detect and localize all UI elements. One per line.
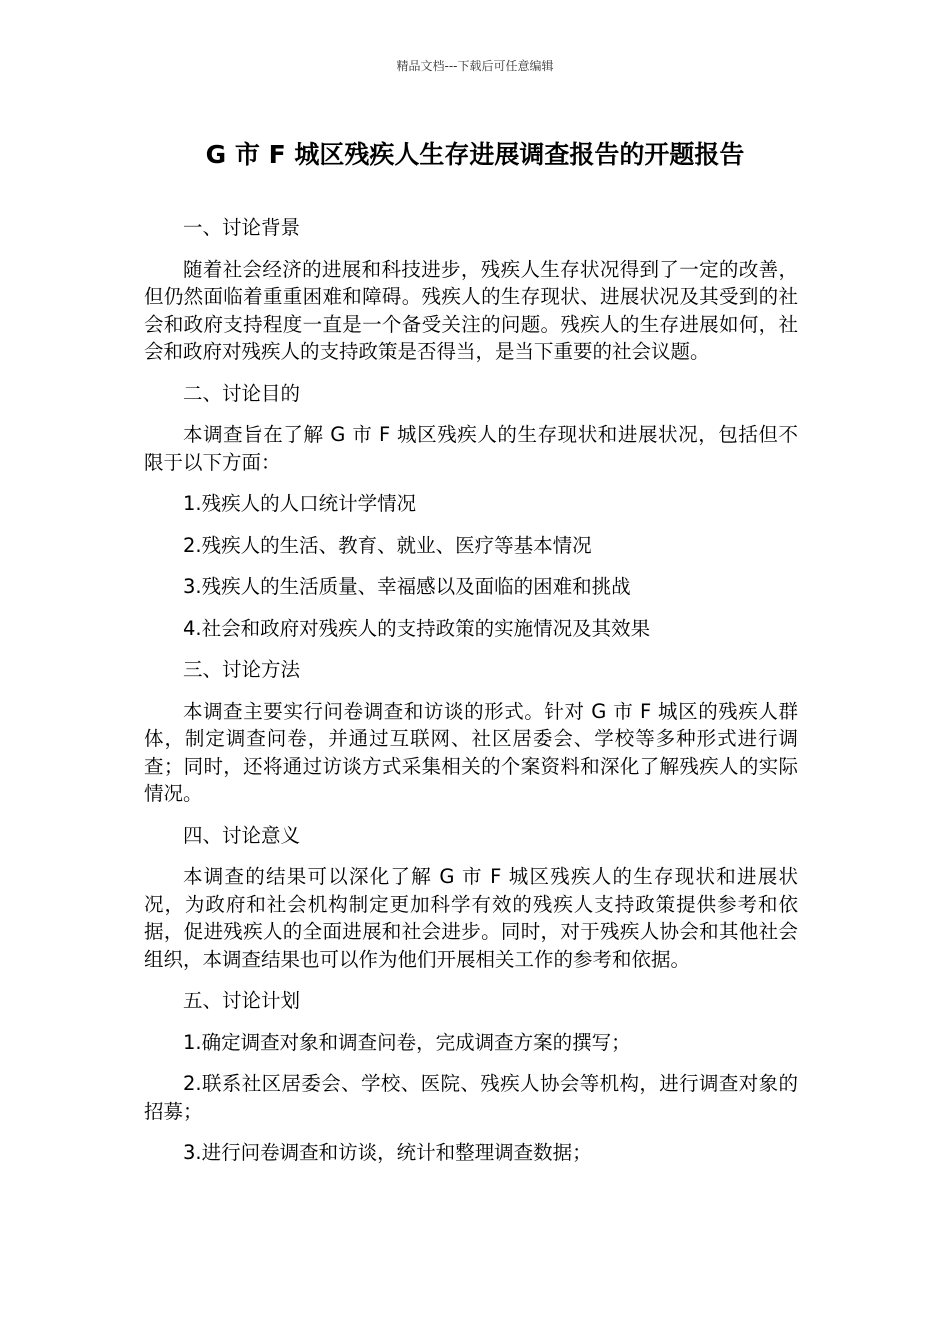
section-heading-purpose: 二、讨论目的 — [183, 381, 301, 405]
list-item-plan-2: 2.联系社区居委会、学校、医院、残疾人协会等机构，进行调查对象的招募； — [144, 1072, 798, 1123]
list-item-purpose-3: 3.残疾人的生活质量、幸福感以及面临的困难和挑战 — [183, 575, 631, 598]
paragraph-method: 本调查主要实行问卷调查和访谈的形式。针对 G 市 F 城区的残疾人群体，制定调查问卷，并通过互联网、社区居委会、学校等多种形式进行调查；同时，还将通过访谈方式采集相关的个案资料和深化了解残疾人的实际情况。 — [144, 699, 798, 805]
section-heading-significance: 四、讨论意义 — [183, 823, 301, 847]
list-item-purpose-2: 2.残疾人的生活、教育、就业、医疗等基本情况 — [183, 533, 592, 557]
list-item-purpose-1: 1.残疾人的人口统计学情况 — [183, 492, 417, 515]
section-heading-plan: 五、讨论计划 — [183, 989, 301, 1012]
section-heading-background: 一、讨论背景 — [183, 216, 301, 239]
section-heading-method: 三、讨论方法 — [183, 658, 301, 681]
list-item-purpose-4: 4.社会和政府对残疾人的支持政策的实施情况及其效果 — [183, 616, 651, 640]
paragraph-background: 随着社会经济的进展和科技进步，残疾人生存状况得到了一定的改善，但仍然面临着重重困难和障碍。残疾人的生存现状、进展状况及其受到的社会和政府支持程度一直是一个备受关注的问题。残疾人的生存进展如何，社会和政府对残疾人的支持政策是否得当，是当下重要的社会议题。 — [144, 257, 798, 363]
header-watermark: 精品文档---下载后可任意编辑 — [396, 59, 554, 73]
list-item-plan-3: 3.进行问卷调查和访谈，统计和整理调查数据； — [183, 1141, 592, 1164]
paragraph-significance: 本调查的结果可以深化了解 G 市 F 城区残疾人的生存现状和进展状况，为政府和社会机构制定更加科学有效的残疾人支持政策提供参考和依据，促进残疾人的全面进展和社会进步。同时，对于残疾人协会和其他社会组织，本调查结果也可以作为他们开展相关工作的参考和依据。 — [144, 865, 798, 971]
list-item-plan-1: 1.确定调查对象和调查问卷，完成调查方案的撰写； — [183, 1030, 631, 1054]
document-body — [144, 214, 798, 1181]
document-title: G 市 F 城区残疾人生存进展调查报告的开题报告 — [205, 140, 745, 169]
paragraph-purpose: 本调查旨在了解 G 市 F 城区残疾人的生存现状和进展状况，包括但不限于以下方面： — [144, 423, 798, 474]
